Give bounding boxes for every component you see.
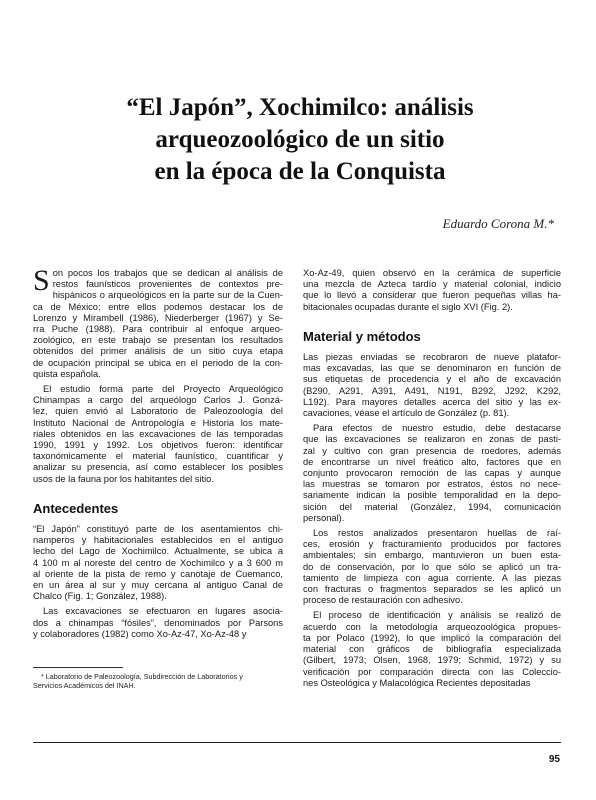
paragraph-material-3: [303, 528, 561, 606]
text-line: zoológico, en este trabajo se presentan los resultados: [33, 335, 283, 346]
title-line: en la época de la Conquista: [154, 158, 446, 185]
text-line: personal).: [303, 512, 345, 523]
text-line: riales obtenidos en las excavaciones de las temporadas: [33, 428, 283, 439]
text-line: sariamente indican la posible temporalidad en la depo-: [303, 490, 561, 501]
text-line: verificación por comparación directa con las Coleccio-: [303, 666, 561, 677]
text-line: acuerdo con la metodología arqueozoológica propues-: [303, 621, 561, 632]
intro-lines: [33, 264, 283, 380]
text-line: material con gráficos de bibliografía especializada: [303, 644, 561, 655]
author-name: Eduardo Corona M.*: [442, 216, 554, 231]
text-line: mas excavadas, las que se denominaron en función de: [303, 363, 561, 374]
left-column: [33, 264, 283, 640]
paragraph-antecedentes-2: [33, 606, 283, 640]
text-line: analizar su presencia, así como establecer los posibles: [33, 462, 283, 473]
paragraph-project: [33, 384, 283, 485]
text-line: las muestras se tomaron por estratos, éstos no nece-: [303, 479, 561, 490]
text-line: zal y cultivo con gran presencia de roedores, además: [303, 445, 561, 456]
title-line: “El Japón”, Xochimilco: análisis: [126, 94, 474, 121]
section-heading-antecedentes: Antecedentes: [33, 500, 119, 516]
text-line: hispánicos o arqueológicos en la parte sur de la Cuen-: [52, 290, 283, 301]
text-line: 4 100 m al noreste del centro de Xochimilco y a 3 600 m: [33, 557, 283, 568]
text-line: sus etiquetas de procedencia y el año de excavación: [303, 374, 561, 385]
text-line: al oriente de la pista de remo y canotaje de Cuemanco,: [33, 568, 283, 579]
intro-paragraph: [33, 264, 283, 380]
text-line: con fracturas o fragmentos separados se les aplicó un: [303, 584, 561, 595]
text-line: usos de la fauna por los habitantes del sitio.: [33, 473, 214, 484]
page-number: 95: [548, 754, 560, 765]
text-line: conjunto provocaron remoción de las capas y aunque: [303, 468, 561, 479]
text-line: de encontrarse un nivel freático alto, factores que en: [303, 456, 561, 467]
text-line: ces, erosión y fracturamiento producidos por factores: [303, 539, 561, 550]
text-line: Instituto Nacional de Antropología e Historia los mate-: [33, 417, 283, 428]
footnote-line: * Laboratorio de Paleozoología, Subdirección de Laboratorios y: [41, 672, 243, 681]
text-line: Chinampas a cargo del arqueólogo Carlos J. Gonzá-: [33, 395, 283, 406]
text-line: (B290, A291, A391, A491, N191, B292, J292, K292,: [303, 385, 561, 396]
text-line: (Gilbert, 1973; Olsen, 1968, 1979; Schmid, 1972) y su: [303, 655, 561, 666]
text-line: restos faunísticos provenientes de contextos pre-: [52, 279, 283, 290]
text-line: “El Japón” constituyó parte de los asentamientos chi-: [33, 524, 283, 535]
text-line: L192). Para mayores detalles acerca del sitio y las ex-: [303, 396, 561, 407]
text-line: una mezcla de Azteca tardío y material colonial, indicio: [303, 279, 561, 290]
footnote-line: Servicios Académicos del INAH.: [33, 681, 136, 690]
text-line: tamiento de limpieza con agua corriente. A las piezas: [303, 572, 561, 583]
text-line: quista española.: [33, 368, 101, 379]
paragraph-material-1: [303, 352, 561, 419]
text-line: dos a chinampas “fósiles”, denominados por Parsons: [33, 617, 283, 628]
text-line: obtenidos del primer análisis de un sitio cuya etapa: [33, 346, 283, 357]
text-line: en un área al sur y muy cercana al antiguo Canal de: [33, 580, 283, 591]
text-line: nes Osteológica y Malacológica Recientes depositadas: [303, 677, 531, 688]
text-line: que lo llevó a considerar que fueron pequeñas villas ha-: [303, 290, 561, 301]
text-line: Lorenzo y Mirambell (1986), Niederberger (1967) y Se-: [33, 312, 283, 323]
page-bottom-rule: [33, 742, 561, 743]
text-line: El estudio forma parte del Proyecto Arqueológico: [43, 384, 283, 395]
text-line: ca de México; entre ellos podemos destacar los de: [33, 301, 283, 312]
text-line: lecho del Lago de Xochimilco. Actualmente, se ubica a: [33, 546, 283, 557]
text-line: Las piezas enviadas se recobraron de nueve platafor-: [303, 352, 561, 363]
text-line: namperos y habitacionales establecidos en el antiguo: [33, 535, 283, 546]
text-line: bitacionales ocupadas durante el siglo XVI (Fig. 2).: [303, 301, 513, 312]
right-column: [303, 268, 561, 689]
footnote: [33, 672, 288, 690]
section-heading-material-metodos: Material y métodos: [303, 328, 421, 344]
text-line: Chalco (Fig. 1; González, 1988).: [33, 591, 167, 602]
text-line: lez, quien envió al Laboratorio de Paleozoología del: [33, 406, 283, 417]
text-line: Los restos analizados presentaron huellas de raí-: [313, 528, 561, 539]
text-line: Xo-Az-49, quien observó en la cerámica de superficie: [303, 268, 561, 278]
text-line: do de conservación, por lo que sólo se aplicó un tra-: [303, 561, 561, 572]
footnote-divider: [33, 667, 123, 668]
text-line: rra Puche (1988). Para contribuir al enfoque arqueo-: [33, 324, 283, 335]
text-line: proceso de restauración con adhesivo.: [303, 595, 463, 606]
drop-cap: S: [33, 264, 50, 297]
text-line: Las excavaciones se efectuaron en lugares asocia-: [43, 606, 283, 617]
text-line: Para efectos de nuestro estudio, debe destacarse: [313, 423, 561, 434]
paragraph-antecedentes-1: [33, 524, 283, 602]
paragraph-material-2: [303, 423, 561, 524]
text-line: y colaboradores (1982) como Xo-Az-47, Xo-Az-48 y: [33, 628, 247, 639]
title-line: arqueozoológico de un sitio: [155, 126, 445, 153]
text-line: sición del material (González, 1994, comunicación: [303, 501, 561, 512]
text-line: que las excavaciones se realizaron en zonas de pasti-: [303, 434, 561, 445]
text-line: ambientales; sin embargo, mantuvieron un buen esta-: [303, 550, 561, 561]
paragraph-material-4: [303, 610, 561, 688]
paragraph-continuation: [303, 268, 561, 313]
text-line: ta por Polaco (1992), lo que implicó la comparación del: [303, 632, 561, 643]
text-line: de ocupación principal se ubica en el periodo de la con-: [33, 357, 283, 368]
text-line: taxonómicamente el material faunístico, cuantificar y: [33, 451, 283, 462]
text-line: on pocos los trabajos que se dedican al análisis de: [52, 268, 283, 278]
text-line: 1990, 1991 y 1992. Los objetivos fueron: identificar: [33, 440, 283, 451]
text-line: El proceso de identificación y análisis se realizó de: [313, 610, 561, 621]
article-title: [60, 92, 540, 188]
text-line: cavaciones, véase el artículo de González (p. 81).: [303, 408, 510, 419]
